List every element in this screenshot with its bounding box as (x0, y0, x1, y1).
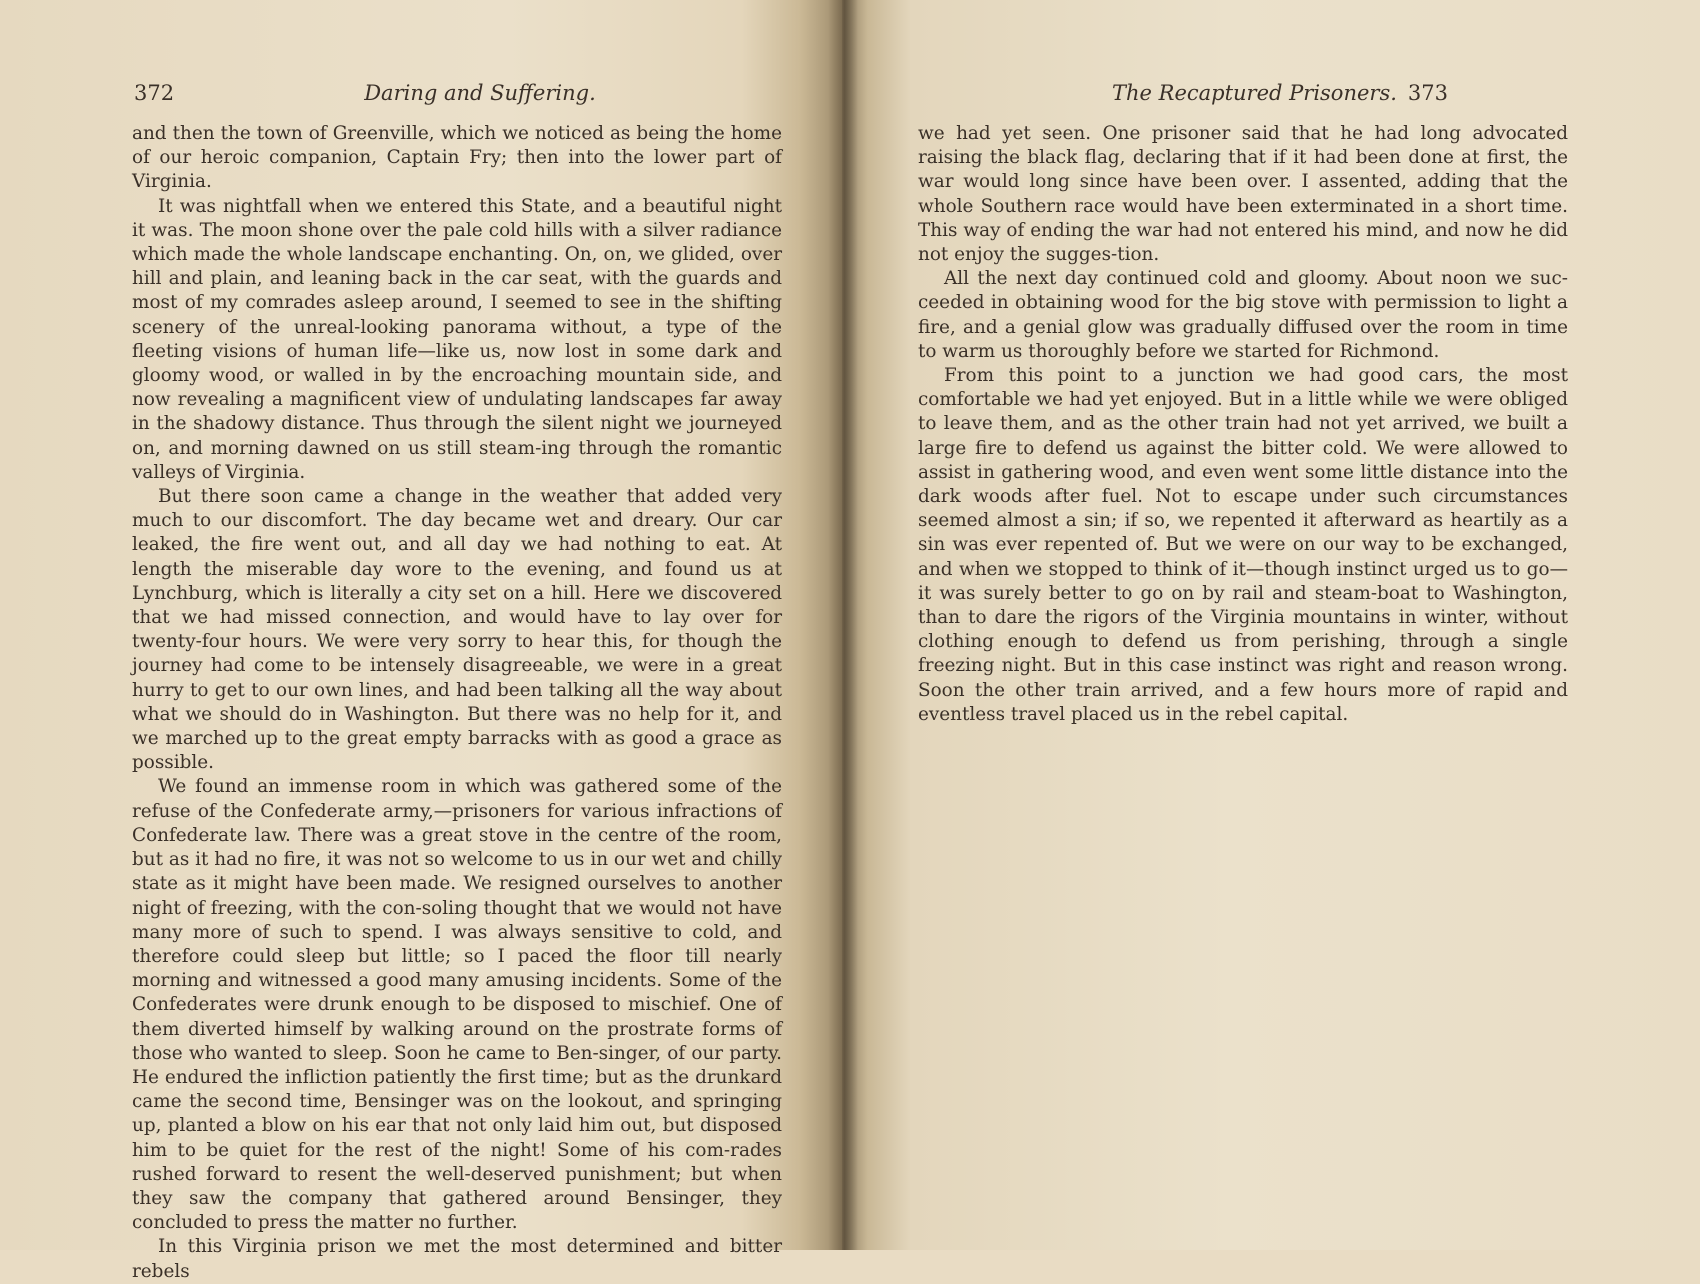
right-page (842, 0, 1700, 1250)
page-number: 373 (1407, 81, 1448, 105)
paragraph: We found an immense room in which was gathered some of the refuse of the Confederate army,—prisoners for various infractions of Confederate law. There was a great stove in the centre of the room, but as it had no fire, it was not so welcome to us in our wet and chilly state as it might have been made. We resigned ourselves to another night of freezing, with the con-soling thought that we would not have many more of such to spend. I was always sensitive to cold, and therefore could sleep but little; so I paced the floor till nearly morning and witnessed a good many amusing incidents. Some of the Confederates were drunk enough to be disposed to mischief. One of them diverted himself by walking around on the prostrate forms of those who wanted to sleep. Soon he came to Ben-singer, of our party. He endured the infliction patiently the first time; but as the drunkard came the second time, Bensinger was on the lookout, and springing up, planted a blow on his ear that not only laid him out, but disposed him to be quiet for the rest of the night! Some of his com-rades rushed forward to resent the well-deserved punishment; but when they saw the company that gathered around Bensinger, they concluded to press the matter no further. (132, 776, 782, 1234)
page-number: 372 (134, 81, 175, 105)
book-gutter (828, 0, 858, 1250)
paragraph: It was nightfall when we entered this State, and a beautiful night it was. The moon shone over the pale cold hills with a silver radiance which made the whole landscape enchanting. On, on, we glided, over hill and plain, and leaning back in the car seat, with the guards and most of my comrades asleep around, I seemed to see in the shifting scenery of the unreal-looking panorama without, a type of the fleeting visions of human life—like us, now lost in some dark and gloomy wood, or walled in by the encroaching mountain side, and now revealing a magnificent view of undulating landscapes far away in the shadowy distance. Thus through the silent night we journeyed on, and morning dawned on us still steam-ing through the romantic valleys of Virginia. (132, 195, 782, 483)
running-head: The Recaptured Prisoners. (1112, 81, 1397, 105)
paragraph: we had yet seen. One prisoner said that he had long advocated raising the black flag, declaring that if it had been done at first, the war would long since have been over. I assented, adding that the whole Southern race would have been exterminated in a short time. This way of ending the war had not entered his mind, and now he did not enjoy the sugges-tion. (918, 123, 1568, 266)
paragraph: All the next day continued cold and gloomy. About noon we suc-ceeded in obtaining wood for the big stove with permission to light a fire, and a genial glow was gradually diffused over the room in time to warm us thoroughly before we started for Richmond. (918, 268, 1568, 362)
paragraph: From this point to a junction we had good cars, the most comfortable we had yet enjoyed. But in a little while we were obliged to leave them, and as the other train had not yet arrived, we built a large fire to defend us against the bitter cold. We were allowed to assist in gathering wood, and even went some little distance into the dark woods after fuel. Not to escape under such circumstances seemed almost a sin; if so, we repented it afterward as heartily as a sin was ever repented of. But we were on our way to be exchanged, and when we stopped to think of it—though instinct urged us to go—it was surely better to go on by rail and steam-boat to Washington, than to dare the rigors of the Virginia mountains in winter, without clothing enough to defend us from perishing, through a single freezing night. But in this case instinct was right and reason wrong. Soon the other train arrived, and a few hours more of rapid and eventless travel placed us in the rebel capital. (918, 365, 1568, 725)
paragraph: and then the town of Greenville, which we noticed as being the home of our heroic companion, Captain Fry; then into the lower part of Virginia. (132, 123, 782, 193)
page-body (132, 122, 782, 1284)
left-page (0, 0, 842, 1282)
running-head: Daring and Suffering. (364, 81, 596, 105)
paragraph: But there soon came a change in the weather that added very much to our discomfort. The day became wet and dreary. Our car leaked, the fire went out, and all day we had nothing to eat. At length the miserable day wore to the evening, and found us at Lynchburg, which is literally a city set on a hill. Here we discovered that we had missed connection, and would have to lay over for twenty-four hours. We were very sorry to hear this, for though the journey had come to be intensely disagreeable, we were in a great hurry to get to our own lines, and had been talking all the way about what we should do in Washington. But there was no help for it, and we marched up to the great empty barracks with as good a grace as possible. (132, 486, 782, 774)
page-body (918, 122, 1568, 727)
paragraph: In this Virginia prison we met the most determined and bitter rebels (132, 1236, 782, 1282)
